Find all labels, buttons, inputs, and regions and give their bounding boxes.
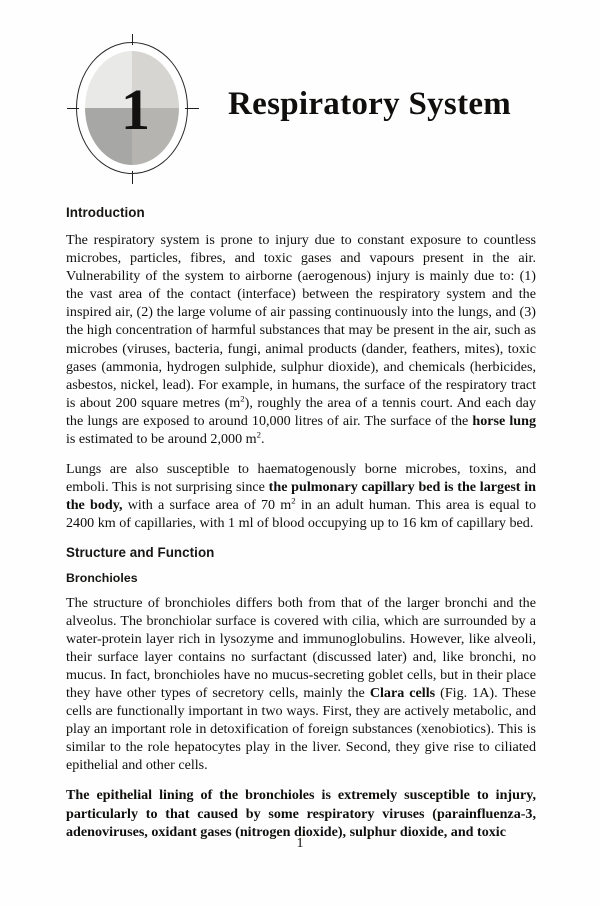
intro-p1-text-c: is estimated to be around 2,000 m — [66, 431, 257, 448]
intro-p1-text-d: . — [261, 431, 265, 448]
intro-p2-bold-capillary-bed: the pulmonary capillary bed is the largest in the body, — [66, 479, 536, 514]
bronchioles-p1-bold-clara-cells: Clara cells — [369, 684, 436, 701]
intro-p2-text-b: with a surface area of 70 m — [122, 497, 292, 514]
heading-structure-and-function: Structure and Function — [66, 544, 215, 560]
intro-p1-bold-horse-lung: horse lung — [472, 412, 536, 429]
intro-p1-superscript-a: 2 — [240, 393, 245, 404]
page-number: 1 — [296, 836, 304, 851]
chapter-number: 1 — [121, 76, 149, 142]
intro-paragraph-2 — [66, 460, 536, 532]
bronchioles-p1-text-a: The structure of bronchioles differs both from that of the larger bronchi and the alveolus. The bronchiolar surface is covered with cilia, which are surrounded by a water-protein layer rich in lysozyme and immunoglobulins. However, like alveoli, their surface layer contains no surfactant (discussed later) and, like bronchi, no mucus. In fact, bronchioles have no mucus-secreting goblet cells, but in their place they have other types of secretory cells, mainly the — [66, 594, 536, 701]
bronchioles-paragraph-2: The epithelial lining of the bronchioles is extremely susceptible to injury, particularly to that caused by some respiratory viruses (parainfluenza-3, adenoviruses, oxidant gases (nitrogen dioxide), sulphur dioxide, and toxic — [66, 787, 536, 840]
intro-p2-text-c: in an adult human. This area is equal to 2400 km of capillaries, with 1 ml of blood occupying up to 16 km of capillary bed. — [66, 497, 536, 532]
bronchioles-p1-text-b: (Fig. 1A). These cells are functionally important in two ways. First, they are actively metabolic, and play an important role in detoxification of foreign substances (xenobiotics). This is similar to the role hepatocytes play in the liver. Second, they give rise to ciliated epithelial and other cells. — [66, 684, 537, 774]
bronchioles-paragraph-1 — [66, 594, 536, 775]
intro-p1-superscript-b: 2 — [256, 429, 261, 440]
heading-bronchioles: Bronchioles — [66, 570, 138, 585]
chapter-number-emblem — [74, 40, 192, 178]
intro-paragraph-1 — [66, 231, 536, 448]
page-body — [66, 205, 536, 841]
intro-p1-text-a: The respiratory system is prone to injury due to constant exposure to countless microbes, particles, fibres, and toxic gases and vapours present in the air. Vulnerability of the system to airborne (aerogenous) injury is mainly due to: (1) the vast area of the contact (interface) between the respiratory system and the inspired air, (2) the large volume of air passing continuously into the lungs, and (3) the high concentration of harmful substances that may be present in the air, such as microbes (viruses, bacteria, fungi, animal products (dander, feathers, mites), toxic gases (ammonia, hydrogen sulphide, sulphur dioxide), and chemicals (herbicides, asbestos, nickel, lead). For example, in humans, the surface of the respiratory tract is about 200 square metres (m — [66, 232, 536, 411]
intro-p1-text-b: ), roughly the area of a tennis court. And each day the lungs are exposed to around 10,000 litres of air. The surface of the — [66, 394, 536, 429]
intro-p2-superscript-a: 2 — [291, 495, 296, 506]
chapter-title: Respiratory System — [228, 86, 512, 122]
heading-introduction: Introduction — [66, 205, 145, 220]
intro-p2-text-a: Lungs are also susceptible to haematogenously borne microbes, toxins, and emboli. This is not surprising since — [66, 461, 536, 496]
chapter-header — [0, 34, 600, 184]
